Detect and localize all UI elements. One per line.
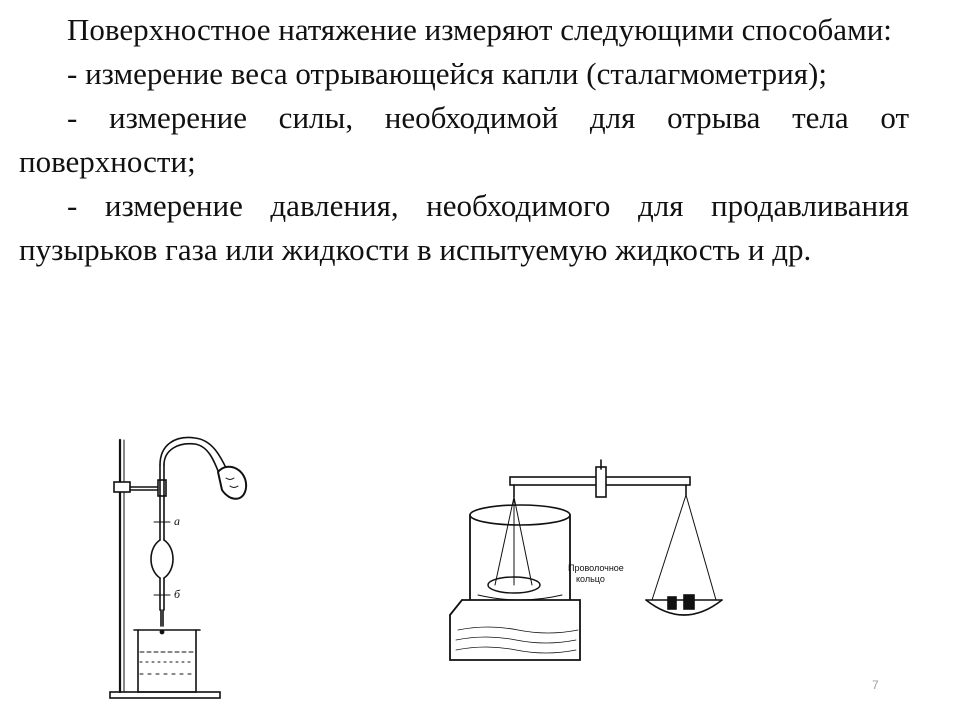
slide-text (19, 8, 909, 272)
paragraph-bubble-pressure: - измерение давления, необходимого для продавливания пузырьков газа или жидкости в испытуемую жидкость и др. (19, 188, 909, 267)
ring-balance-illustration (440, 455, 730, 690)
beaker (138, 630, 196, 692)
weight-large (684, 595, 694, 609)
paragraph-drop-weight: - измерение веса отрывающейся капли (сталагмометрия); (67, 56, 827, 91)
mark-b-label: б (174, 587, 181, 601)
rubber-tube (160, 437, 228, 472)
paragraph-detachment-force: - измерение силы, необходимой для отрыва тела от поверхности; (19, 100, 909, 179)
slide-number: 7 (872, 678, 879, 692)
stalagmometer-bulb (151, 540, 173, 578)
wooden-block (450, 600, 580, 660)
paragraph-intro: Поверхностное натяжение измеряют следующими способами: (67, 12, 892, 47)
ring-label-line1: Проволочное (568, 563, 624, 573)
ring-label-line2: кольцо (576, 574, 605, 584)
rubber-bulb (218, 467, 246, 499)
weight-small (668, 597, 676, 609)
stalagmometer-illustration (100, 430, 260, 715)
stand-clamp (114, 482, 130, 492)
mark-a-label: а (174, 514, 180, 528)
stand-base (110, 692, 220, 698)
